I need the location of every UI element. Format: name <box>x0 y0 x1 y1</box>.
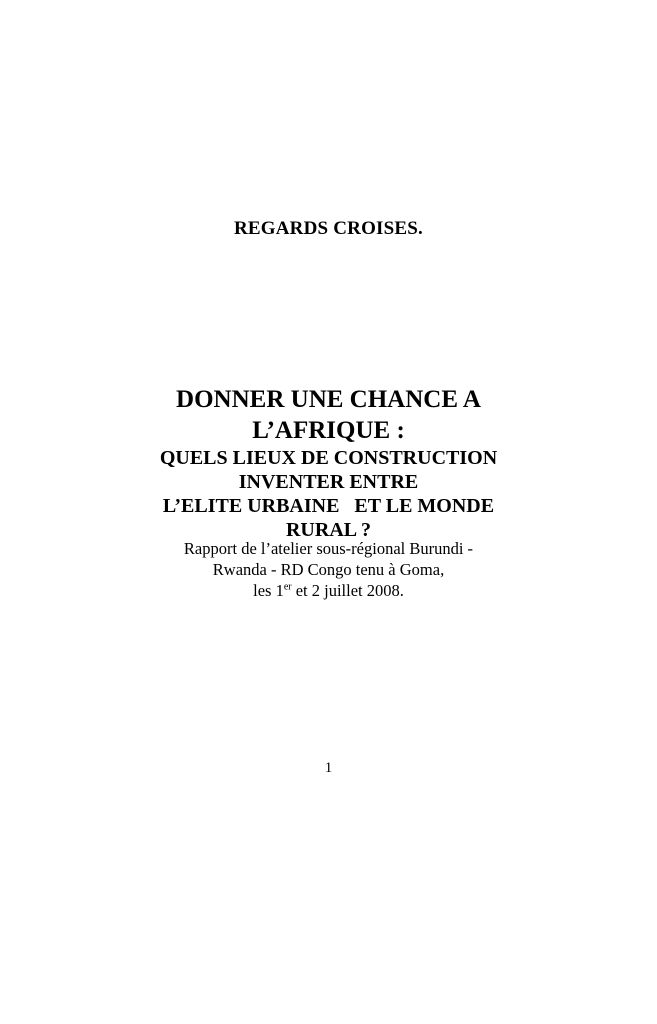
title-line-2: L’AFRIQUE : <box>252 417 405 444</box>
subtitle-line-3: L’ELITE URBAINE ET LE MONDE <box>162 495 495 517</box>
subtitle-line-2: INVENTER ENTRE <box>238 471 419 493</box>
title-block <box>0 384 657 542</box>
ordinal-superscript: er <box>283 581 292 593</box>
report-description <box>0 538 657 601</box>
report-line-3 <box>0 580 657 601</box>
subtitle-line-1: QUELS LIEUX DE CONSTRUCTION <box>159 447 498 469</box>
report-line-2: Rwanda - RD Congo tenu à Goma, <box>212 560 445 579</box>
title-line-1: DONNER UNE CHANCE A <box>176 386 481 413</box>
report-line-3-suffix: et 2 juillet 2008. <box>291 581 404 600</box>
page-number: 1 <box>324 760 333 776</box>
report-line-1: Rapport de l’atelier sous-régional Burundi - <box>183 539 474 558</box>
subtitle-line-4: RURAL ? <box>285 519 371 541</box>
report-line-3-prefix: les 1 <box>253 581 284 600</box>
series-title: REGARDS CROISES. <box>233 218 424 239</box>
